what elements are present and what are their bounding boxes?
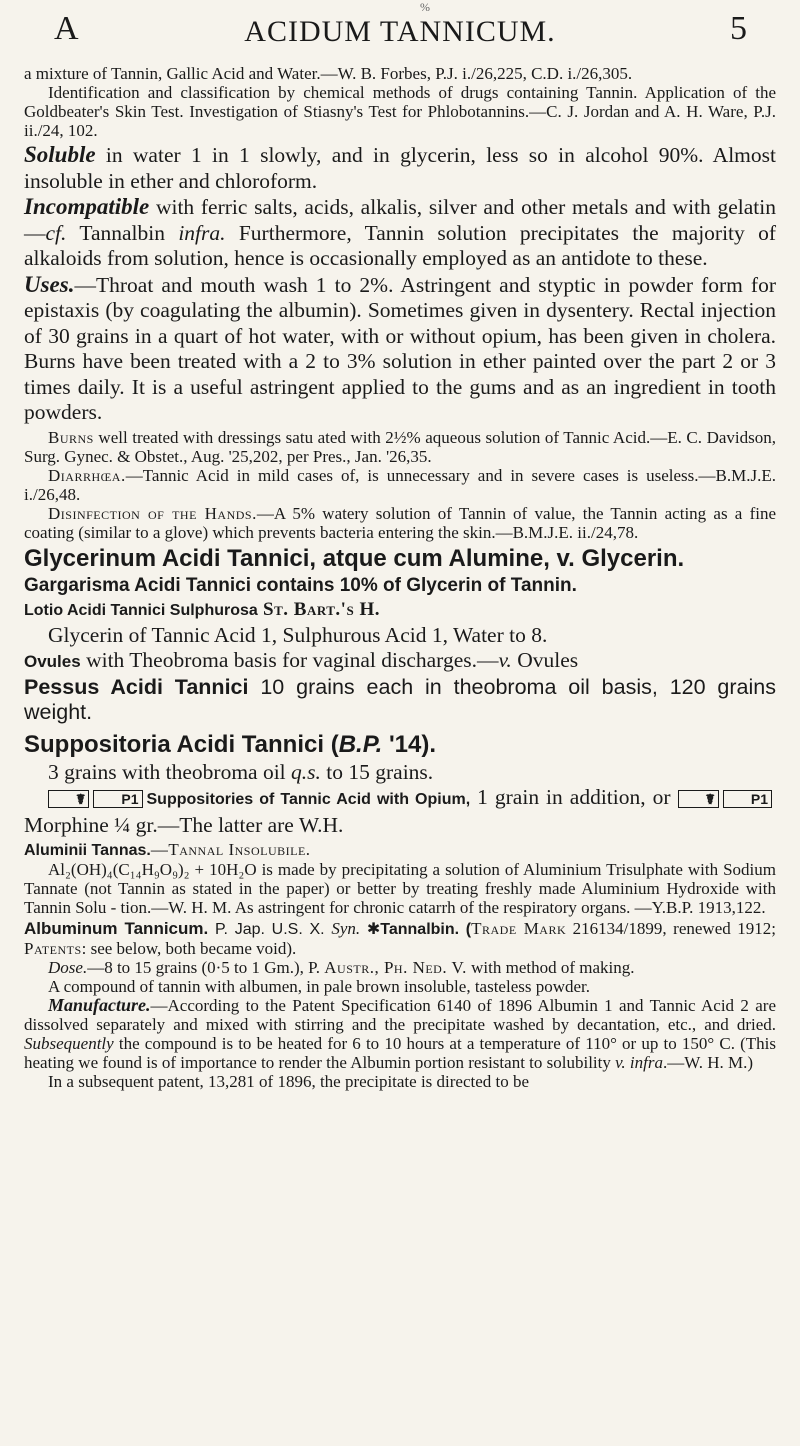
aluminii-synonym: —Tannal Insolubile. (150, 840, 311, 859)
albuminum-patents: Patents (24, 939, 82, 958)
diarrhoea-text: —Tannic Acid in mild cases of, is unnecessary and in severe cases is useless.—B.M.J.E. i./26,48. (24, 465, 776, 504)
incompatible-text-a: with ferric salts, acids, alkalis, silver and other metals and with gelatin— (24, 195, 776, 245)
heading-disinfection: Disinfection of the Hands. (48, 503, 257, 523)
lotio-source: St. Bart.'s H. (257, 598, 380, 620)
ovules-text: with Theobroma basis for vaginal discharges.— (80, 648, 499, 672)
heading-incompatible: Incompatible (24, 194, 150, 219)
paragraph-aluminii (24, 840, 776, 860)
dose-pharma: Austr., Ph. Ned. V. (324, 958, 467, 977)
supp-opium-head: Suppositories of Tannic Acid with Opium, (146, 791, 471, 808)
heading-pessus: Pessus Acidi Tannici (24, 674, 249, 699)
incompatible-cf: cf. (45, 220, 67, 245)
caduceus-icon: ☤ (678, 790, 719, 808)
paragraph-burns (24, 428, 776, 466)
manufacture-subsequently: Subsequently (24, 1034, 114, 1053)
uses-text: —Throat and mouth wash 1 to 2%. Astringent and styptic in powder form for epistaxis (by coagulating the albumin). Sometimes given in dysentery. Rectal injection of 30 grains in a quart of hot water, with or without opium, has been given in cholera. Burns have been treated with a 2 to 3% solution in ether painted over the part 2 or 3 times daily. It is a useful astringent applied to the gums and as an ingredient in tooth powders. (24, 272, 776, 424)
paragraph-ovules (24, 648, 776, 675)
albuminum-pharma: P. Jap. U.S. X. (208, 921, 332, 938)
heading-burns: Burns (48, 427, 94, 447)
paragraph-soluble (24, 142, 776, 194)
paragraph-supp-opium (24, 785, 776, 838)
manufacture-v: v. (615, 1053, 626, 1072)
manufacture-text-b: the compound is to be heated for 6 to 10 hours at a temperature of 110° or up to 150° C. (This heating we found is of importance to render the Albumin portion resistant to solubility (24, 1034, 776, 1072)
heading-albuminum: Albuminum Tannicum. (24, 919, 209, 938)
paragraph-uses (24, 272, 776, 426)
incompatible-text-c: Furthermore, Tannin solution precipitates the majority of alkaloids from solution, hence is occasionally employed as an antidote to these. (24, 220, 776, 270)
paragraph-aluminii-text: Al₂(OH)₄(C₁₄H₉O₉)₂ + 10H₂O is made by precipitating a solution of Aluminium Trisulphate with Sodium Tannate (not Tannin as stated in the paper) or better by treating freshly made Aluminium Hydroxide with Tannin Solu - tion.—W. H. M. As astringent for chronic catarrh of the respiratory organs. —Y.B.P. 1913,122. (24, 860, 776, 917)
heading-manufacture: Manufacture. (48, 995, 151, 1015)
paragraph-manufacture (24, 996, 776, 1072)
albuminum-syn: Syn. (331, 919, 361, 938)
heading-ovules: Ovules (24, 652, 81, 671)
albuminum-tannalbin: ✱Tannalbin. ( (360, 921, 472, 938)
paragraph-disinfection (24, 504, 776, 542)
manufacture-text-c: .—W. H. M.) (662, 1053, 754, 1072)
albuminum-trademark: Trade Mark (471, 919, 567, 938)
manufacture-text-a: —According to the Patent Specification 6140 of 1896 Albumin 1 and Tannic Acid 2 are dissolved separately and mixed with stirring and the precipitate washed by decantation, etc., and dried. (24, 996, 776, 1034)
paragraph-glycerin-formula: Glycerin of Tannic Acid 1, Sulphurous Acid 1, Water to 8. (48, 622, 548, 647)
dose-text-a: —8 to 15 grains (0·5 to 1 Gm.), P. (87, 958, 325, 977)
supp-bp: B.P. (338, 730, 383, 758)
dose-text-b: with method of making. (466, 958, 635, 977)
paragraph-gargarisma (24, 574, 776, 598)
paragraph-mixture: a mixture of Tannin, Gallic Acid and Water.—W. B. Forbes, P.J. i./26,225, C.D. i./26,305. (24, 64, 633, 83)
heading-soluble: Soluble (24, 142, 96, 167)
heading-uses: Uses. (24, 271, 75, 297)
p1-badge: P1 (93, 790, 142, 808)
supp-title-a: Suppositoria Acidi Tannici ( (24, 730, 339, 758)
header-mark: % (420, 0, 431, 14)
incompatible-text-b: Tannalbin (66, 220, 179, 245)
incompatible-infra: infra. (178, 220, 226, 245)
paragraph-supp-formula (24, 760, 776, 786)
heading-gargarisma: Gargarisma Acidi Tannici (24, 574, 252, 596)
heading-suppositoria (24, 730, 776, 760)
gargarisma-text: contains 10% of Glycerin of Tannin. (251, 574, 577, 596)
page-body (24, 60, 776, 1091)
supp-morphine-text: Morphine ¼ gr.—The latter are W.H. (24, 812, 344, 837)
header-letter: A (54, 10, 80, 47)
heading-lotio: Lotio Acidi Tannici Sulphurosa (24, 601, 258, 619)
pessus-text: 10 grains each in theobroma oil basis, 120 grains weight. (24, 674, 776, 724)
disinfection-text: —A 5% watery solution of Tannin of value, the Tannin acting as a fine coating (similar to a glove) which prevents bacteria entering the skin.—B.M.J.E. ii./24,78. (24, 503, 776, 542)
soluble-text: in water 1 in 1 slowly, and in glycerin, less so in alcohol 90%. Almost insoluble in ether and chloroform. (24, 143, 776, 193)
paragraph-albuminum (24, 919, 776, 958)
heading-glycerinum: Glycerinum Acidi Tannici, atque cum Alumine, v. Glycerin. (24, 544, 685, 572)
paragraph-identification: Identification and classification by chemical methods of drugs containing Tannin. Application of the Goldbeater's Skin Test. Investigation of Stiasny's Test for Phlobotannins.—C. J. Jordan and A. H. Ware, P.J. ii./24, 102. (24, 83, 776, 140)
burns-text: well treated with dressings satu ated with 2½% aqueous solution of Tannic Acid.—E. C. Davidson, Surg. Gynec. & Obstet., Aug. '25,202, per Pres., Jan. '26,35. (24, 427, 776, 466)
ovules-ref: Ovules (511, 648, 579, 672)
p1-badge: P1 (723, 790, 772, 808)
albuminum-void: : see below, both became void). (81, 939, 297, 958)
page-number: 5 (730, 10, 748, 47)
paragraph-dose (24, 958, 776, 977)
supp-title-b: '14). (382, 730, 437, 758)
supp-opium-text: 1 grain in addition, or (470, 785, 678, 809)
ovules-v: v. (498, 648, 512, 672)
page-title: ACIDUM TANNICUM. (244, 15, 556, 48)
running-header (24, 0, 776, 60)
heading-aluminii: Aluminii Tannas. (24, 842, 151, 859)
supp-qs: q.s. (291, 759, 321, 784)
supp-formula-b: to 15 grains. (320, 759, 434, 784)
caduceus-icon: ☤ (48, 790, 89, 808)
manufacture-infra: infra (625, 1053, 663, 1072)
paragraph-compound: A compound of tannin with albumen, in pale brown insoluble, tasteless powder. (48, 977, 591, 996)
paragraph-lotio (24, 598, 776, 623)
paragraph-diarrhoea (24, 466, 776, 504)
heading-dose: Dose. (48, 958, 88, 977)
paragraph-incompatible (24, 194, 776, 272)
albuminum-tm-number: 216134/1899, renewed 1912; (566, 919, 776, 938)
supp-formula-a: 3 grains with theobroma oil (48, 759, 292, 784)
paragraph-pessus (24, 675, 776, 726)
heading-diarrhoea: Diarrhœa. (48, 465, 126, 485)
paragraph-subsequent-patent: In a subsequent patent, 13,281 of 1896, the precipitate is directed to be (48, 1072, 530, 1091)
